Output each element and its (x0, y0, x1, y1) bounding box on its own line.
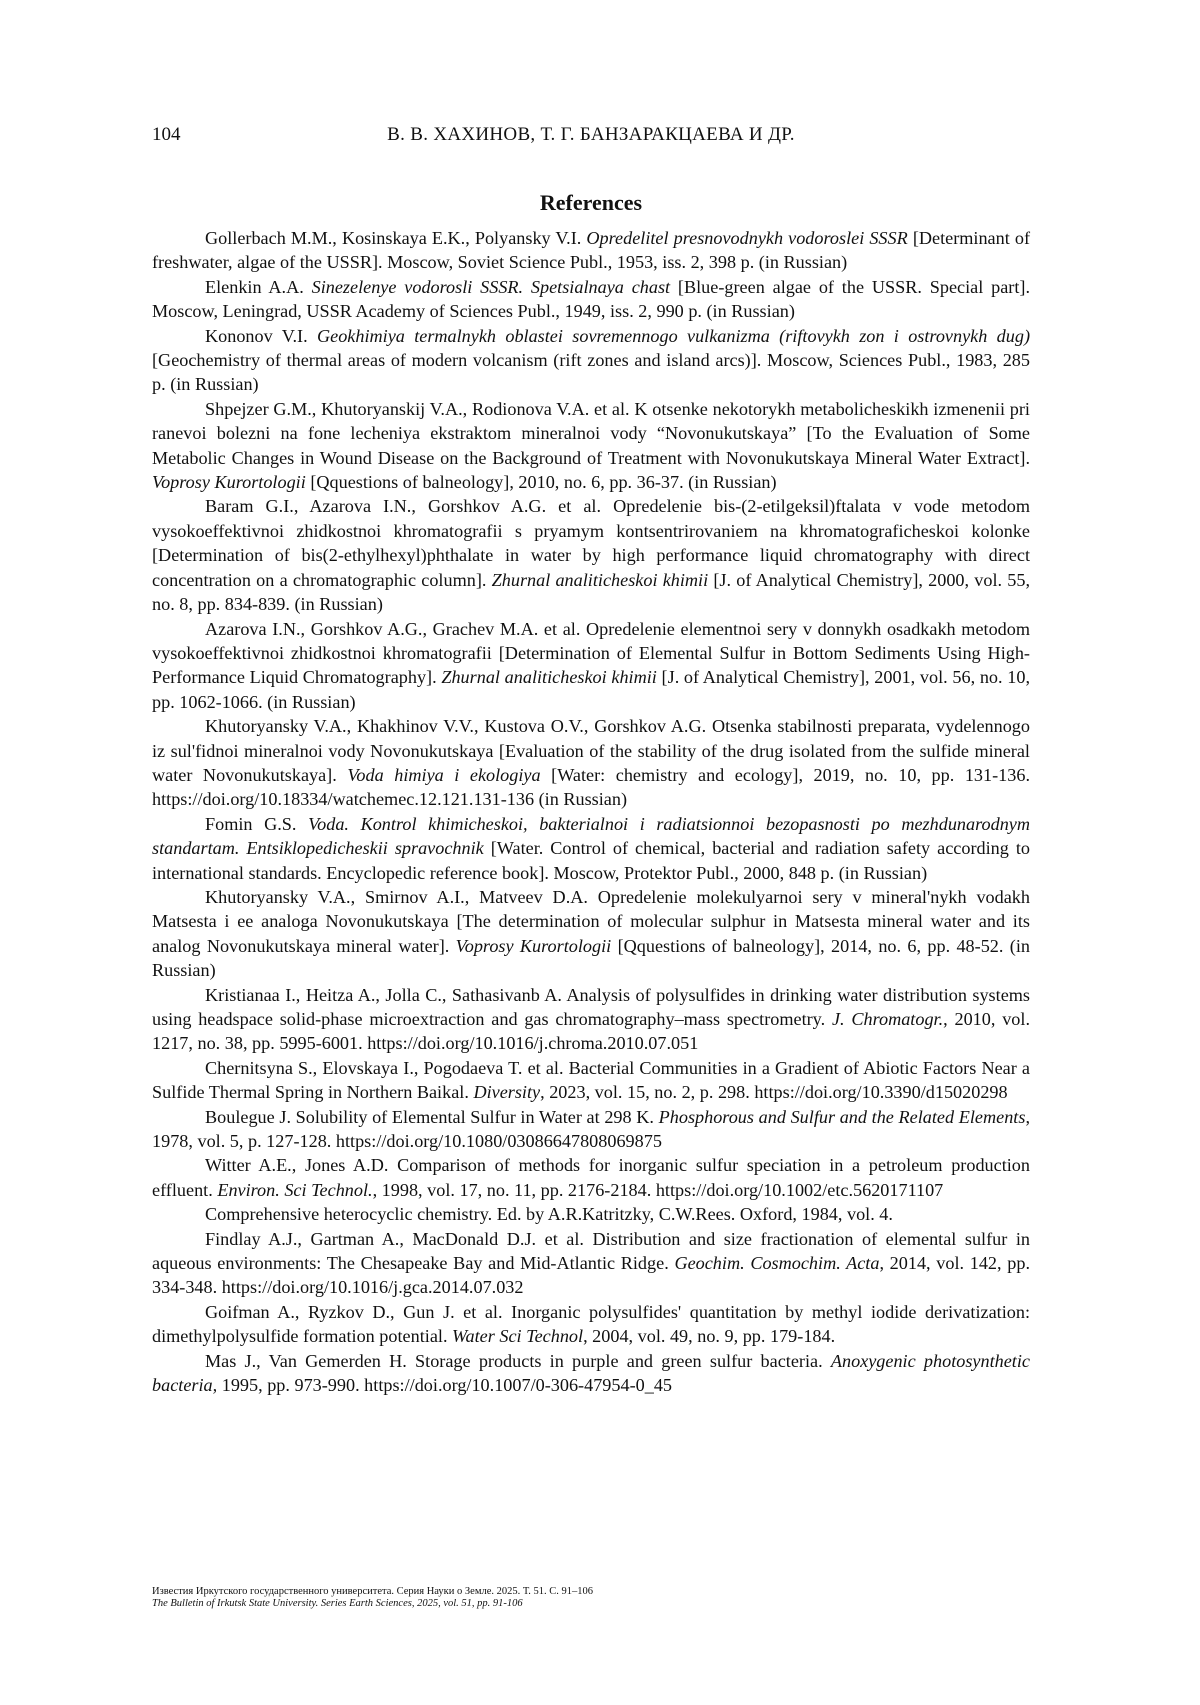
reference-text: [Determinant of freshwater, algae of the USSR]. Moscow, Soviet Science Publ., 1953, iss. 2, 398 p. (in Russian) (152, 228, 1031, 273)
reference-item (152, 617, 1030, 715)
reference-text: , 2023, vol. 15, no. 2, p. 298. https://doi.org/10.3390/d15020298 (540, 1082, 1008, 1103)
reference-text: [Qquestions of balneology], 2010, no. 6, pp. 36-37. (in Russian) (305, 472, 777, 493)
reference-text: Kristianaa I., Heitza A., Jolla C., Sathasivanb A. Analysis of polysulfides in drinking water distribution systems using headspace solid-phase microextraction and gas chromatography–mass spectrometry. (152, 984, 1030, 1029)
reference-text: Fomin G.S. (205, 813, 309, 834)
reference-italic-title: Environ. Sci Technol. (217, 1179, 373, 1200)
reference-item (152, 1056, 1030, 1105)
reference-italic-title: Geokhimiya termalnykh oblastei sovremennogo vulkanizma (riftovykh zon i ostrovnykh dug) (316, 325, 1030, 346)
reference-item (152, 494, 1030, 616)
reference-text: [Water: chemistry and ecology], 2019, no. 10, pp. 131-136. https://doi.org/10.18334/watchemec.12.121.131-136 (in Russian) (152, 764, 1030, 810)
reference-item (152, 714, 1030, 812)
footer-citation-ru: Известия Иркутского государственного университета. Серия Науки о Земле. 2025. Т. 51. С. 91–106 (152, 1586, 593, 1597)
reference-italic-title: Water Sci Technol (452, 1326, 584, 1347)
reference-italic-title: Phosphorous and Sulfur and the Related Elements (658, 1106, 1026, 1127)
reference-item (152, 1153, 1030, 1202)
reference-text: Shpejzer G.M., Khutoryanskij V.A., Rodionova V.A. et al. K otsenke nekotorykh metabolicheskikh izmenenii pri ranevoi bolezni na fone lecheniya ekstraktom mineralnoi vody “Novonukutskaya” [To the Evaluation of Some Metabolic Changes in Wound Disease on the Background of Treatment with Novonukutskaya Mineral Water Extract]. (152, 398, 1030, 468)
reference-italic-title: Geochim. Cosmochim. Acta (674, 1253, 880, 1274)
reference-text: Elenkin A.A. (205, 276, 312, 297)
reference-text: Mas J., Van Gemerden H. Storage products in purple and green sulfur bacteria. (205, 1350, 831, 1371)
reference-italic-title: Opredelitel presnovodnykh vodoroslei SSSR (586, 228, 908, 248)
reference-text: Khutoryansky V.A., Smirnov A.I., Matveev D.A. Opredelenie molekulyarnoi sery v mineral'nykh vodakh Matsesta i ee analoga Novonukutskaya [The determination of molecular sulphur in Matsesta mineral water and its analog Novonukutskaya mineral water]. (152, 886, 1030, 956)
reference-text: , 1998, vol. 17, no. 11, pp. 2176-2184. https://doi.org/10.1002/etc.5620171107 (372, 1179, 944, 1200)
reference-text: , 2004, vol. 49, no. 9, pp. 179-184. (583, 1326, 836, 1347)
reference-text: [Qquestions of balneology], 2014, no. 6, pp. 48-52. (in Russian) (152, 935, 1030, 981)
reference-text: , 2010, vol. 1217, no. 38, pp. 5995-6001. https://doi.org/10.1016/j.chroma.2010.07.051 (152, 1009, 1031, 1054)
reference-text: Baram G.I., Azarova I.N., Gorshkov A.G. et al. Opredelenie bis-(2-etilgeksil)ftalata v vode metodom vysokoeffektivnoi zhidkostnoi khromatografii s pryamym kontsentrirovaniem na khromatograficheskoi kolonke [Determination of bis(2-ethylhexyl)phthalate in water by high performance liquid chromatography with direct concentration on a chromatographic column]. (152, 496, 1030, 590)
reference-text: [Geochemistry of thermal areas of modern volcanism (rift zones and island arcs)]. Moscow, Sciences Publ., 1983, 285 p. (in Russian) (152, 350, 1030, 395)
reference-text: [J. of Analytical Chemistry], 2000, vol. 55, no. 8, pp. 834-839. (in Russian) (152, 569, 1030, 615)
reference-text: [Water. Control of chemical, bacterial and radiation safety according to international standards. Encyclopedic reference book]. Moscow, Protektor Publ., 2000, 848 p. (in Russian) (152, 838, 1030, 883)
reference-item (152, 885, 1030, 983)
reference-text: [J. of Analytical Chemistry], 2001, vol. 56, no. 10, pp. 1062-1066. (in Russian) (152, 667, 1030, 712)
reference-item (152, 397, 1030, 495)
reference-list (152, 226, 1030, 1398)
reference-item (152, 275, 1030, 324)
reference-item (152, 226, 1030, 275)
reference-item (152, 1105, 1030, 1154)
reference-text: Gollerbach M.M., Kosinskaya E.K., Polyansky V.I. (205, 228, 587, 248)
reference-item (152, 1349, 1030, 1398)
reference-text: Comprehensive heterocyclic chemistry. Ed. by A.R.Katritzky, C.W.Rees. Oxford, 1984, vol. 4. (205, 1204, 893, 1225)
reference-italic-title: Voda. Kontrol khimicheskoi, bakterialnoi i radiatsionnoi bezopasnosti po mezhdunarodnym standartam. Entsiklopedicheskii spravochnik (152, 813, 1030, 859)
reference-text: Goifman A., Ryzkov D., Gun J. et al. Inorganic polysulfides' quantitation by methyl iodide derivatization: dimethylpolysulfide formation potential. (152, 1301, 1030, 1347)
page-footer (152, 1586, 1030, 1610)
reference-italic-title: Anoxygenic photosynthetic bacteria, (152, 1350, 1030, 1396)
running-authors: В. В. ХАХИНОВ, Т. Г. БАНЗАРАКЦАЕВА И ДР. (387, 124, 795, 145)
reference-italic-title: Zhurnal analiticheskoi khimii (491, 569, 709, 590)
footer-citation-en: The Bulletin of Irkutsk State University. Series Earth Sciences, 2025, vol. 51, pp. 91-106 (152, 1598, 523, 1609)
reference-text: Chernitsyna S., Elovskaya I., Pogodaeva T. et al. Bacterial Communities in a Gradient of Abiotic Factors Near a Sulfide Thermal Spring in Northern Baikal. (152, 1057, 1030, 1103)
reference-text: 1995, pp. 973-990. https://doi.org/10.1007/0-306-47954-0_45 (217, 1375, 673, 1396)
reference-italic-title: Voprosy Kurortologii (455, 935, 612, 956)
reference-italic-title: Voprosy Kurortologii (152, 472, 306, 493)
reference-italic-title: Sinezelenye vodorosli SSSR. Spetsialnaya chast (311, 276, 671, 297)
reference-text: [Blue-green algae of the USSR. Special part]. Moscow, Leningrad, USSR Academy of Sciences Publ., 1949, iss. 2, 990 p. (in Russian) (152, 276, 1030, 322)
reference-italic-title: J. Chromatogr. (831, 1009, 944, 1029)
reference-item (152, 324, 1030, 397)
reference-text: , 1978, vol. 5, p. 127-128. https://doi.org/10.1080/03086647808069875 (152, 1106, 1030, 1152)
reference-italic-title: Diversity (473, 1082, 541, 1103)
reference-text: Azarova I.N., Gorshkov A.G., Grachev M.A. et al. Opredelenie elementnoi sery v donnykh osadkakh metodom vysokoeffektivnoi zhidkostnoi khromatografii [Determination of Elemental Sulfur in Bottom Sediments Using High-Performance Liquid Chromatography]. (152, 618, 1030, 688)
reference-text: Findlay A.J., Gartman A., MacDonald D.J. et al. Distribution and size fractionation of elemental sulfur in aqueous environments: The Chesapeake Bay and Mid-Atlantic Ridge. (152, 1228, 1030, 1274)
reference-item (152, 983, 1030, 1056)
reference-text: Kononov V.I. (205, 325, 317, 346)
reference-item (152, 1202, 1030, 1226)
reference-text: Boulegue J. Solubility of Elemental Sulfur in Water at 298 K. (205, 1106, 659, 1127)
reference-item (152, 1227, 1030, 1300)
reference-italic-title: Voda himiya i ekologiya (347, 764, 541, 785)
section-title: References (539, 190, 643, 215)
reference-italic-title: Zhurnal analiticheskoi khimii (441, 667, 657, 688)
reference-text: , 2014, vol. 142, pp. 334-348. https://doi.org/10.1016/j.gca.2014.07.032 (152, 1253, 1030, 1298)
page-number: 104 (152, 124, 181, 145)
reference-text: Khutoryansky V.A., Khakhinov V.V., Kustova O.V., Gorshkov A.G. Otsenka stabilnosti preparata, vydelennogo iz sul'fidnoi mineralnoi vody Novonukutskaya [Evaluation of the stability of the drug isolated from the sulfide mineral water Novonukutskaya]. (152, 716, 1030, 785)
reference-item (152, 1300, 1030, 1349)
reference-text: Witter A.E., Jones A.D. Comparison of methods for inorganic sulfur speciation in a petroleum production effluent. (152, 1155, 1030, 1200)
reference-item (152, 812, 1030, 885)
